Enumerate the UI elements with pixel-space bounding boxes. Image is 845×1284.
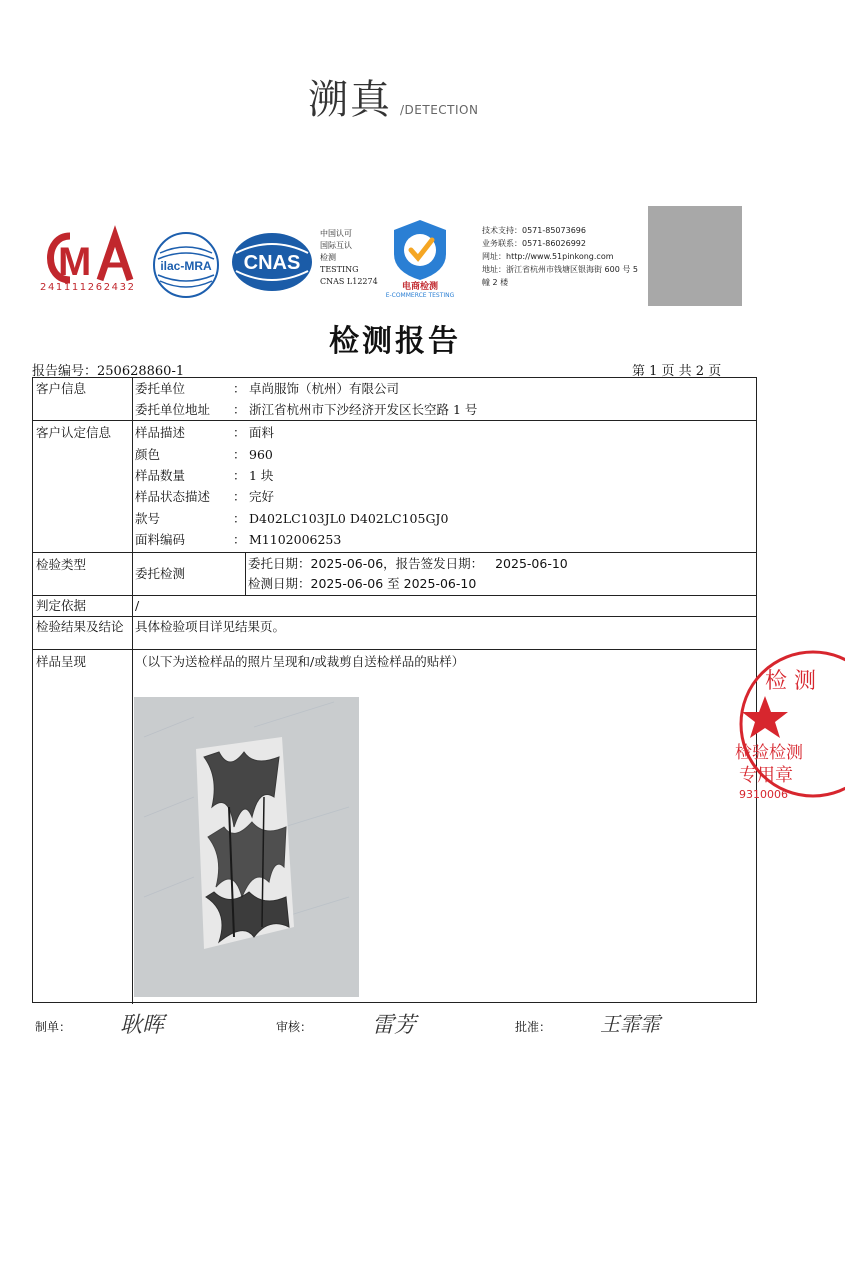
cnas-logo xyxy=(230,231,315,293)
official-seal xyxy=(735,648,845,800)
confirm-row-sep: ： xyxy=(233,425,246,440)
approver-signature: 王霏霏 xyxy=(600,1012,660,1036)
confirm-row-label: 颜色 xyxy=(135,447,161,462)
entrust-date: 2025-06-06 xyxy=(310,556,384,571)
ec-subtitle: E-COMMERCE TESTING xyxy=(385,292,455,299)
brand-subtitle: /DETECTION xyxy=(400,103,479,117)
basis-label: 判定依据 xyxy=(36,598,87,613)
seal-mid-text-2: 专用章 xyxy=(739,765,793,786)
sample-note: （以下为送检样品的照片呈现和/或裁剪自送检样品的贴样） xyxy=(135,654,465,669)
entrust-date-line xyxy=(248,555,568,573)
confirm-row-sep: ： xyxy=(233,468,246,483)
client-row-label: 委托单位地址 xyxy=(135,402,211,417)
confirm-row-value: 完好 xyxy=(249,489,275,504)
approver-label: 批准： xyxy=(515,1020,552,1034)
confirm-row-value: D402LC103JL0 D402LC105GJ0 xyxy=(249,511,449,526)
cnas-line: 检测 xyxy=(320,253,336,262)
seal-star-icon xyxy=(742,696,788,738)
page-info: 第 1 页 共 2 页 xyxy=(632,364,722,379)
client-row-value: 浙江省杭州市下沙经济开发区长空路 1 号 xyxy=(249,402,478,417)
fabric-swatch-image xyxy=(134,697,359,997)
ec-title: 电商检测 xyxy=(401,282,439,292)
confirm-row-value: 960 xyxy=(249,447,273,462)
result-value: 具体检验项目详见结果页。 xyxy=(135,619,286,634)
test-date-to-word: 至 xyxy=(387,576,400,591)
issue-date: 2025-06-10 xyxy=(495,556,568,571)
cnas-line: CNAS L12274 xyxy=(320,277,378,286)
svg-text:M: M xyxy=(58,240,92,284)
contact-line: 网址：http://www.51pinkong.com xyxy=(482,252,614,261)
ecommerce-testing-logo xyxy=(380,218,460,298)
test-date-to: 2025-06-10 xyxy=(403,576,477,591)
test-date-from: 2025-06-06 xyxy=(310,576,384,591)
client-row-sep: ： xyxy=(233,381,246,396)
test-date-line xyxy=(248,575,476,593)
inspect-type-value: 委托检测 xyxy=(135,566,186,581)
confirm-row-label: 样品数量 xyxy=(135,468,186,483)
result-label: 检验结果及结论 xyxy=(36,619,124,634)
ilac-mra-logo xyxy=(152,231,220,299)
brand-name: 溯真 xyxy=(308,77,392,123)
report-title: 检测报告 xyxy=(329,324,461,359)
confirm-row-sep: ： xyxy=(233,511,246,526)
seal-mid-text: 检验检测 xyxy=(735,743,803,763)
cnas-side-text xyxy=(320,228,378,288)
sample-label: 样品呈现 xyxy=(36,654,87,669)
report-number-value: 250628860-1 xyxy=(97,364,185,379)
confirm-row-value: 面料 xyxy=(249,425,275,440)
confirm-row-label: 面料编码 xyxy=(135,532,186,547)
seal-top-text: 检 测 xyxy=(765,669,816,694)
contact-line: 业务联系：0571-86026992 xyxy=(482,239,586,248)
confirm-row-value: M1102006253 xyxy=(249,532,342,547)
contact-line: 技术支持：0571-85073696 xyxy=(482,226,586,235)
client-row-value: 卓尚服饰（杭州）有限公司 xyxy=(249,381,400,396)
client-row-sep: ： xyxy=(233,402,246,417)
maker-label: 制单： xyxy=(35,1020,72,1034)
confirm-row-value: 1 块 xyxy=(249,468,274,483)
test-date-label: 检测日期： xyxy=(248,576,311,591)
entrust-date-label: 委托日期： xyxy=(248,556,311,571)
cnas-line: 国际互认 xyxy=(320,241,352,250)
confirm-row-label: 款号 xyxy=(135,511,161,526)
confirm-row-sep: ： xyxy=(233,532,246,547)
maker-signature: 耿晖 xyxy=(120,1013,165,1038)
contact-info xyxy=(482,224,642,289)
confirm-row-label: 样品状态描述 xyxy=(135,489,211,504)
confirm-info-label: 客户认定信息 xyxy=(36,425,112,440)
seal-number: 9310006 xyxy=(739,788,788,801)
ilac-text: ilac-MRA xyxy=(160,259,212,273)
reviewer-signature: 雷芳 xyxy=(372,1013,417,1038)
inspect-type-label: 检验类型 xyxy=(36,557,87,572)
cnas-line: 中国认可 xyxy=(320,229,352,238)
cma-number: 241111262432 xyxy=(40,282,136,293)
reviewer-label: 审核： xyxy=(276,1020,313,1034)
cnas-text: CNAS xyxy=(243,252,301,274)
confirm-row-sep: ： xyxy=(233,489,246,504)
qr-code-image xyxy=(648,206,742,306)
cnas-line: TESTING xyxy=(320,265,359,274)
sample-photo xyxy=(134,697,359,997)
client-row-label: 委托单位 xyxy=(135,381,186,396)
issue-date-label: ，报告签发日期： xyxy=(383,556,484,571)
confirm-row-sep: ： xyxy=(233,447,246,462)
client-info-label: 客户信息 xyxy=(36,381,87,396)
contact-line: 地址：浙江省杭州市钱塘区银海街 600 号 5 幢 2 楼 xyxy=(482,265,638,287)
basis-value: / xyxy=(135,598,140,613)
confirm-row-label: 样品描述 xyxy=(135,425,186,440)
report-number-label: 报告编号： xyxy=(32,364,98,379)
